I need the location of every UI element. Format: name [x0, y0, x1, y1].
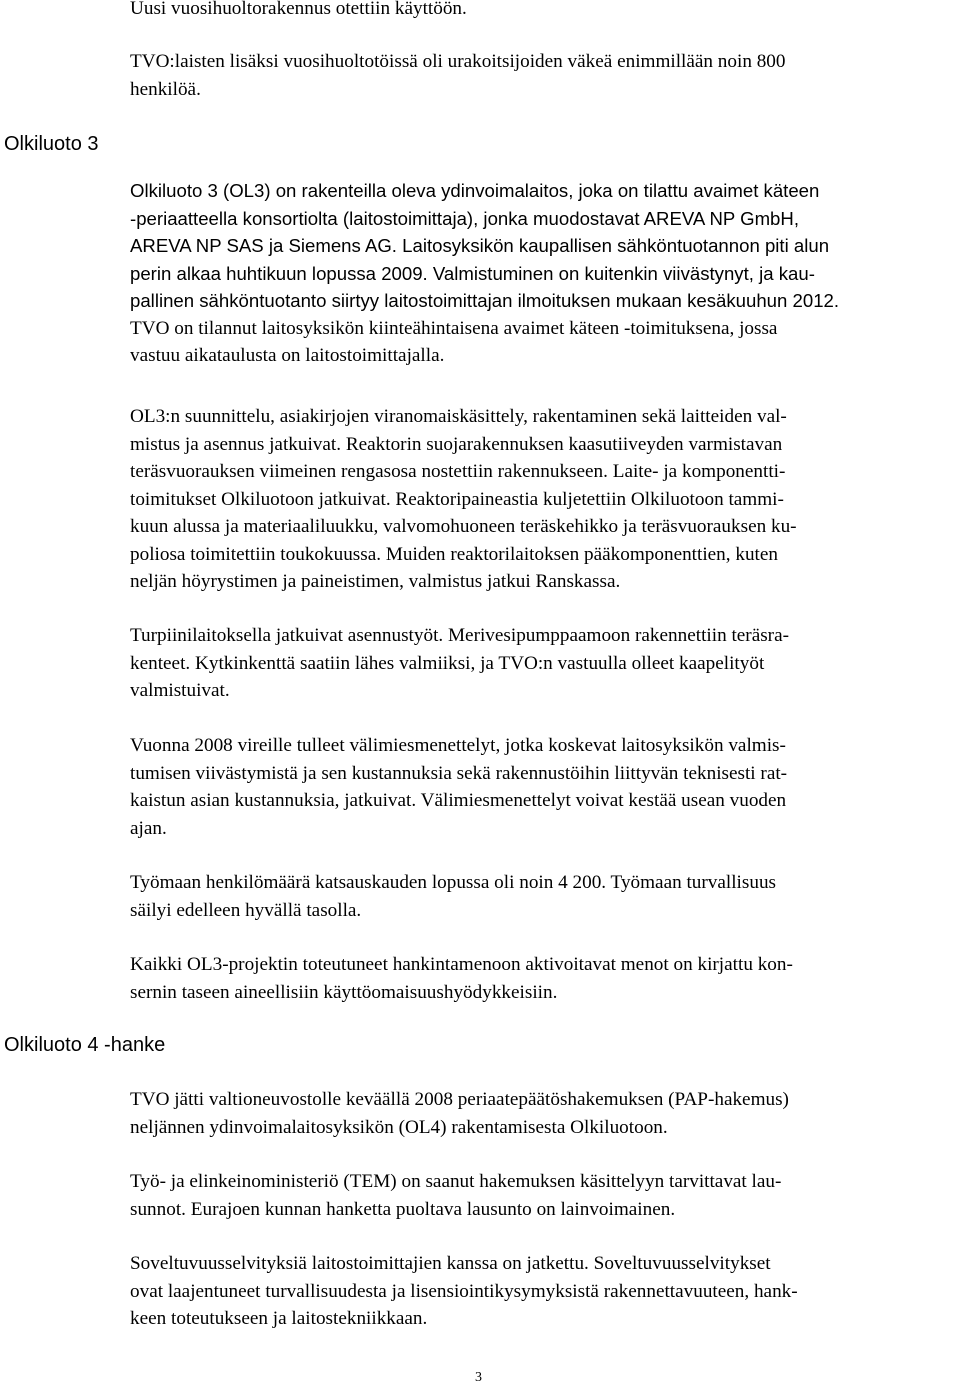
section-heading-olkiluoto-4: Olkiluoto 4 -hanke: [4, 1034, 166, 1056]
paragraph-feasibility-studies: [130, 1250, 946, 1333]
text-line: Kaikki OL3-projektin toteutuneet hankintamenoon aktivoitavat menot on kirjattu kon-: [130, 954, 793, 975]
paragraph-turbine-plant: [130, 622, 946, 705]
text-line: Työ- ja elinkeinoministeriö (TEM) on saanut hakemuksen käsittelyyn tarvittavat lau-: [130, 1171, 782, 1192]
text-line: teräsvuorauksen viimeinen rengasosa nostettiin rakennukseen. Laite- ja komponentti-: [130, 461, 786, 482]
text-line: Vuonna 2008 vireille tulleet välimiesmenettelyt, jotka koskevat laitosyksikön valmis-: [130, 735, 786, 756]
text-line: neljän höyrystimen ja paineistimen, valmistus jatkui Ranskassa.: [130, 571, 621, 592]
text-line: keen toteutukseen ja laitostekniikkaan.: [130, 1308, 428, 1329]
page-number: 3: [475, 1370, 482, 1385]
text-line: vastuu aikataulusta on laitostoimittajalla.: [130, 345, 445, 366]
text-line: perin alkaa huhtikuun lopussa 2009. Valmistuminen on kuitenkin viivästynyt, ja kau-: [130, 262, 815, 284]
text-line: tumisen viivästymistä ja sen kustannuksia sekä rakennustöihin liittyvän teknisesti rat-: [130, 762, 788, 784]
text-line: TVO jätti valtioneuvostolle keväällä 2008 periaatepäätöshakemuksen (PAP-hakemus): [130, 1089, 789, 1110]
text-line: säilyi edelleen hyvällä tasolla.: [130, 899, 362, 921]
text-line: Olkiluoto 3 (OL3) on rakenteilla oleva ydinvoimalaitos, joka on tilattu avaimet käteen: [130, 180, 820, 201]
text-line: toimitukset Olkiluotoon jatkuivat. Reaktoripaineastia kuljetettiin Olkiluotoon tammi-: [130, 488, 784, 510]
paragraph-ol4-application: [130, 1086, 946, 1141]
section-heading-olkiluoto-3: Olkiluoto 3: [4, 133, 99, 155]
text-line: Uusi vuosihuoltorakennus otettiin käyttöön.: [130, 0, 467, 19]
text-line: sernin taseen aineellisiin käyttöomaisuushyödykkeisiin.: [130, 981, 558, 1003]
text-line: Turpiinilaitoksella jatkuivat asennustyöt. Merivesipumppaamoon rakennettiin teräsra-: [130, 625, 789, 646]
paragraph-annual-maintenance-building: [130, 0, 946, 23]
text-line: mistus ja asennus jatkuivat. Reaktorin suojarakennuksen kaasutiiveyden varmistavan: [130, 433, 783, 455]
paragraph-ol3-construction: [130, 403, 946, 596]
paragraph-ol3-overview: [130, 177, 946, 370]
text-line: TVO:laisten lisäksi vuosihuoltotöissä oli urakoitsijoiden väkeä enimmillään noin 800: [130, 51, 786, 72]
text-line: ovat laajentuneet turvallisuudesta ja lisensiointikysymyksistä rakennettavuuteen, hank-: [130, 1280, 798, 1302]
paragraph-annual-maintenance-staff: [130, 48, 946, 103]
text-line: AREVA NP SAS ja Siemens AG. Laitosyksikön kaupallisen sähköntuotannon piti alun: [130, 235, 830, 256]
text-line: ajan.: [130, 817, 167, 839]
paragraph-capitalized-costs: [130, 951, 946, 1006]
paragraph-site-workforce: [130, 869, 946, 924]
text-line: TVO on tilannut laitosyksikön kiinteähintaisena avaimet käteen -toimituksena, jossa: [130, 317, 778, 339]
text-line: OL3:n suunnittelu, asiakirjojen viranomaiskäsittely, rakentaminen sekä laitteiden val-: [130, 406, 787, 427]
paragraph-arbitration: [130, 732, 946, 842]
text-line: poliosa toimitettiin toukokuussa. Muiden reaktorilaitoksen pääkomponenttien, kuten: [130, 543, 778, 565]
paragraph-ministry-statements: [130, 1168, 946, 1223]
text-line: kaistun asian kustannuksia, jatkuivat. Välimiesmenettelyt voivat kestää usean vuoden: [130, 790, 787, 811]
text-line: Soveltuvuusselvityksiä laitostoimittajien kanssa on jatkettu. Soveltuvuusselvitykset: [130, 1253, 771, 1274]
text-line: kenteet. Kytkinkenttä saatiin lähes valmiiksi, ja TVO:n vastuulla olleet kaapelityöt: [130, 652, 765, 674]
text-line: -periaatteella konsortiolta (laitostoimittaja), jonka muodostavat AREVA NP GmbH,: [130, 207, 799, 229]
text-line: sunnot. Eurajoen kunnan hanketta puoltava lausunto on lainvoimainen.: [130, 1198, 676, 1220]
text-line: valmistuivat.: [130, 680, 230, 701]
text-line: henkilöä.: [130, 78, 201, 100]
text-line: Työmaan henkilömäärä katsauskauden lopussa oli noin 4 200. Työmaan turvallisuus: [130, 872, 777, 893]
text-line: kuun alussa ja materiaaliluukku, valvomohuoneen teräskehikko ja teräsvuorauksen ku-: [130, 516, 797, 537]
text-line: neljännen ydinvoimalaitosyksikön (OL4) rakentamisesta Olkiluotoon.: [130, 1116, 668, 1138]
text-line: pallinen sähköntuotanto siirtyy laitostoimittajan ilmoituksen mukaan kesäkuuhun 2012.: [130, 290, 840, 311]
